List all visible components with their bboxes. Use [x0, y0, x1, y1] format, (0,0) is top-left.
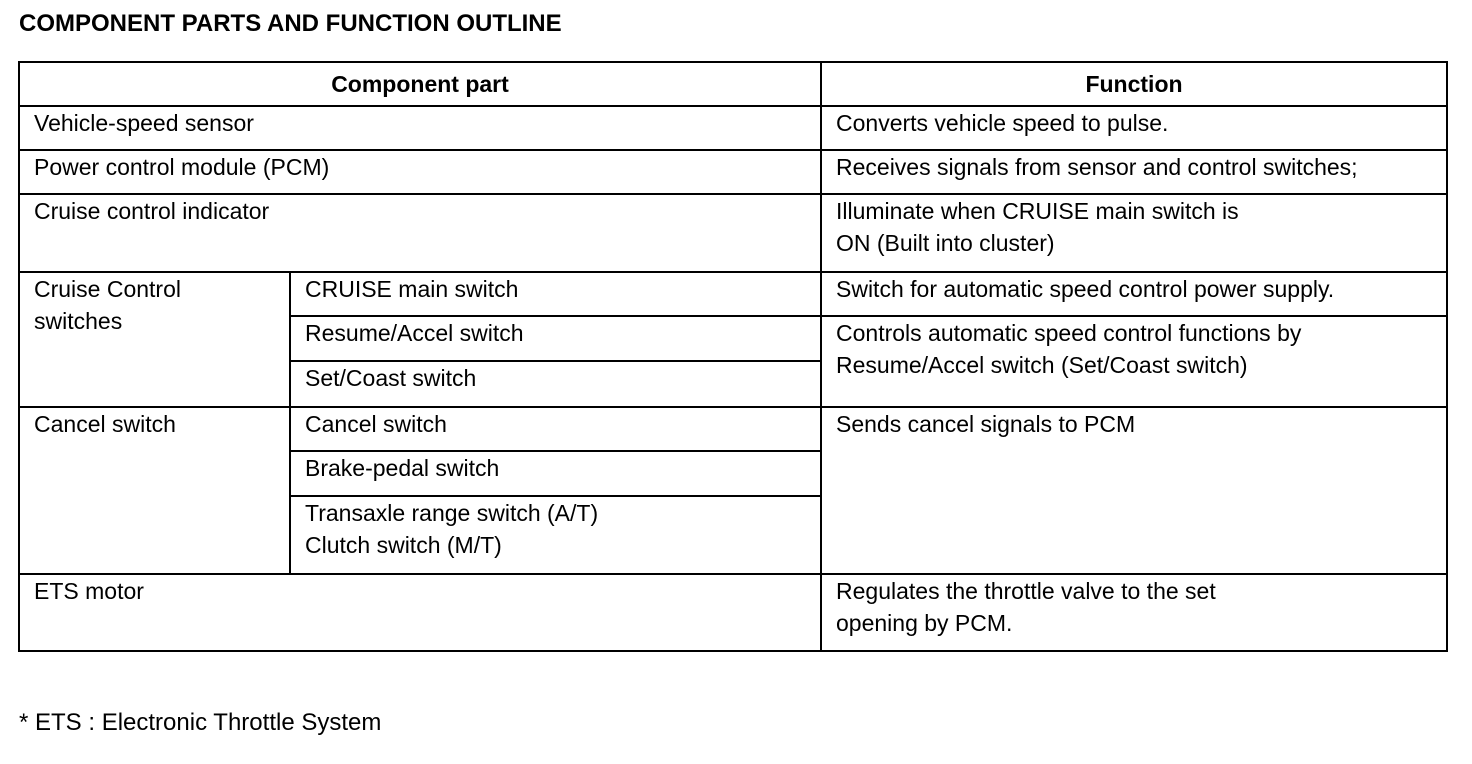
table-row-vehicle-speed-sensor: [19, 106, 1447, 150]
cell-part-ets-motor: ETS motor: [19, 574, 821, 651]
part-text-transaxle-clutch: Transaxle range switch (A/T) Clutch switch (M/T): [305, 500, 599, 558]
function-text-ets-motor: Regulates the throttle valve to the set opening by PCM.: [836, 578, 1216, 636]
component-function-table: [18, 61, 1448, 652]
function-text-resume-set: Controls automatic speed control functions by Resume/Accel switch (Set/Coast switch): [836, 320, 1302, 378]
table-row-cruise-main-switch: [19, 272, 1447, 316]
function-text-cruise-indicator: Illuminate when CRUISE main switch is ON (Built into cluster): [836, 198, 1239, 256]
table-row-cancel-switch: [19, 407, 1447, 451]
cell-function-resume-set: [821, 316, 1447, 407]
cell-part-set-coast-switch: Set/Coast switch: [290, 361, 821, 407]
cell-group-cruise-control-switches: [19, 272, 290, 407]
cell-function-ets-motor: [821, 574, 1447, 651]
group-label-cruise-control-switches: Cruise Control switches: [34, 276, 181, 334]
cell-part-cruise-main-switch: CRUISE main switch: [290, 272, 821, 316]
table-header-row: [19, 62, 1447, 106]
cell-part-cancel-switch: Cancel switch: [290, 407, 821, 451]
cell-part-transaxle-clutch: [290, 496, 821, 574]
header-function: Function: [821, 62, 1447, 106]
cell-part-pcm: Power control module (PCM): [19, 150, 821, 194]
cell-function-vehicle-speed-sensor: Converts vehicle speed to pulse.: [821, 106, 1447, 150]
table-row-cruise-indicator: [19, 194, 1447, 272]
table-row-ets-motor: [19, 574, 1447, 651]
cell-function-cruise-main-switch: Switch for automatic speed control power supply.: [821, 272, 1447, 316]
cell-part-resume-accel-switch: Resume/Accel switch: [290, 316, 821, 361]
cell-group-cancel-switch: Cancel switch: [19, 407, 290, 574]
footnote: * ETS : Electronic Throttle System: [19, 709, 382, 736]
header-component-part: Component part: [19, 62, 821, 106]
page-title: COMPONENT PARTS AND FUNCTION OUTLINE: [19, 10, 562, 37]
cell-part-vehicle-speed-sensor: Vehicle-speed sensor: [19, 106, 821, 150]
table-row-pcm: [19, 150, 1447, 194]
cell-function-cancel: Sends cancel signals to PCM: [821, 407, 1447, 574]
cell-part-cruise-indicator: Cruise control indicator: [19, 194, 821, 272]
cell-part-brake-pedal-switch: Brake-pedal switch: [290, 451, 821, 496]
cell-function-pcm: Receives signals from sensor and control switches;: [821, 150, 1447, 194]
cell-function-cruise-indicator: [821, 194, 1447, 272]
